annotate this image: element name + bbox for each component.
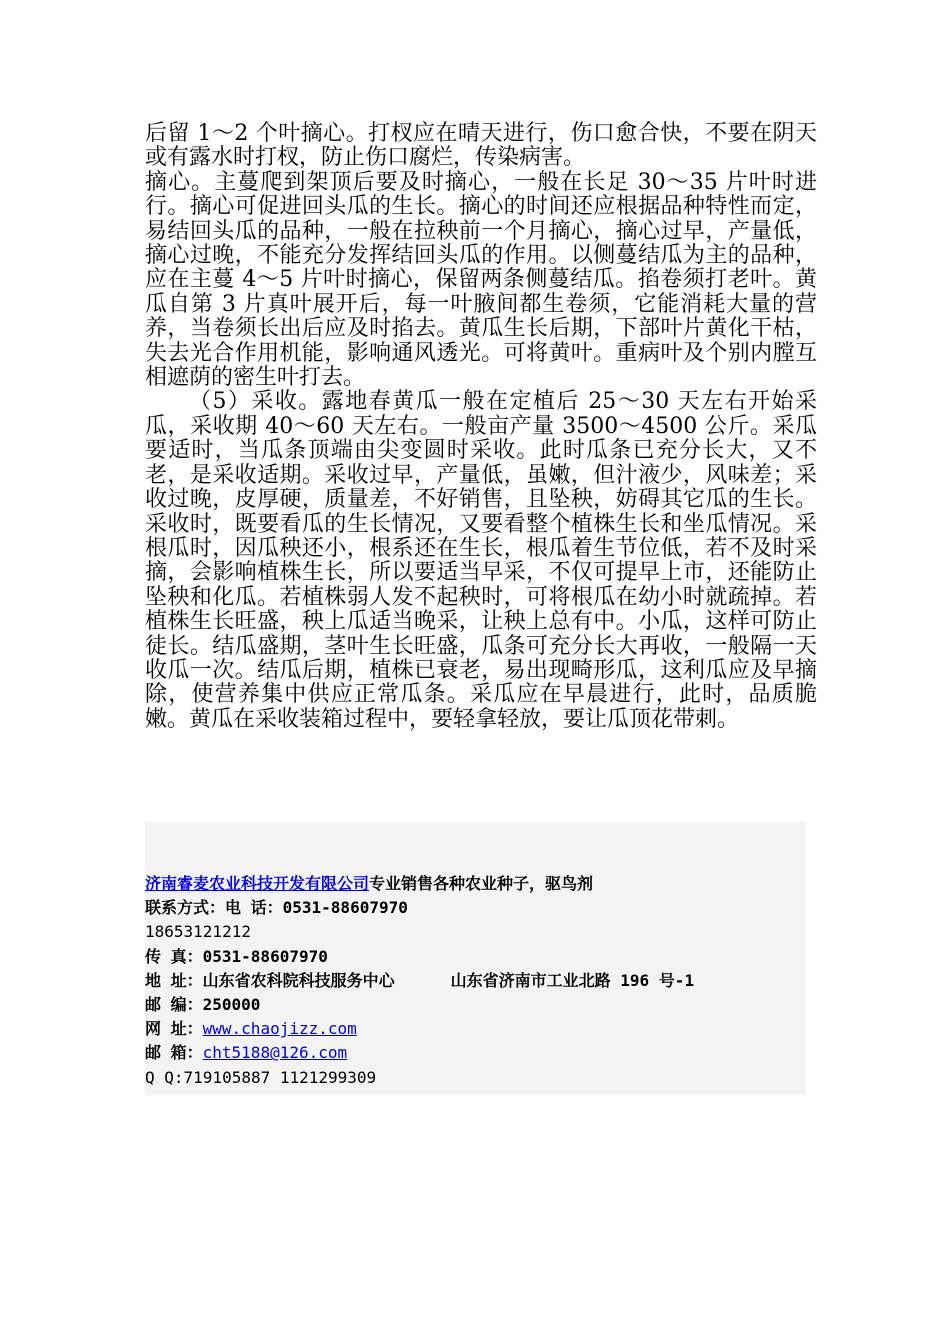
email-label: 邮 箱：	[145, 1043, 203, 1063]
address-secondary: 山东省济南市工业北路 196 号-1	[450, 970, 695, 990]
address-primary: 地 址：山东省农科院科技服务中心	[145, 970, 395, 990]
qq-line: Q Q:719105887 1121299309	[145, 1067, 377, 1087]
company-line	[145, 872, 806, 896]
fax-line: 传 真：0531-88607970	[145, 946, 328, 966]
paragraph-pruning: 后留 1～2 个叶摘心。打杈应在晴天进行，伤口愈合快，不要在阴天或有露水时打杈，防止伤口腐烂，传染病害。	[145, 121, 817, 171]
mobile-line: 18653121212	[145, 922, 251, 942]
postcode-line: 邮 编：250000	[145, 994, 261, 1014]
contact-info	[145, 872, 806, 1090]
website-link[interactable]: www.chaojizz.com	[202, 1019, 357, 1039]
website-label: 网 址：	[145, 1019, 203, 1039]
paragraph-harvest: （5）采收。露地春黄瓜一般在定植后 25～30 天左右开始采瓜，采收期 40～60 天左右。一般亩产量 3500～4500 公斤。采瓜要适时，当瓜条顶端由尖变圆时采收。此时瓜条已充分长大，又不老，是采收适期。采收过早，产量低，虽嫩，但汁液少，风味差；采收过晚，皮厚硬，质量差，不好销售，且坠秧，妨碍其它瓜的生长。采收时，既要看瓜的生长情况，又要看整个植株生长和坐瓜情况。采根瓜时，因瓜秧还小，根系还在生长，根瓜着生节位低，若不及时采摘，会影响植株生长，所以要适当早采，不仅可提早上市，还能防止坠秧和化瓜。若植株弱人发不起秧时，可将根瓜在幼小时就疏掉。若植株生长旺盛，秧上瓜适当晚采，让秧上总有中。小瓜，这样可防止徒长。结瓜盛期，茎叶生长旺盛，瓜条可充分长大再收，一般隔一天收瓜一次。结瓜后期，植株已衰老，易出现畸形瓜，这利瓜应及早摘除，使营养集中供应正常瓜条。采瓜应在早晨进行，此时，品质脆嫩。黄瓜在采收装箱过程中，要轻拿轻放，要让瓜顶花带刺。	[145, 389, 817, 732]
address-line	[145, 969, 806, 993]
company-description: 专业销售各种农业种子，驱鸟剂	[369, 874, 594, 893]
email-line	[145, 1041, 806, 1065]
paragraph-topping: 摘心。主蔓爬到架顶后要及时摘心，一般在长足 30～35 片叶时进行。摘心可促进回头瓜的生长。摘心的时间还应根据品种特性而定，易结回头瓜的品种，一般在拉秧前一个月摘心，摘心过早，产量低，摘心过晚，不能充分发挥结回头瓜的作用。以侧蔓结瓜为主的品种，应在主蔓 4～5 片叶时摘心，保留两条侧蔓结瓜。掐卷须打老叶。黄瓜自第 3 片真叶展开后，每一叶腋间都生卷须，它能消耗大量的营养，当卷须长出后应及时掐去。黄瓜生长后期，下部叶片黄化干枯，失去光合作用机能，影响通风透光。可将黄叶。重病叶及个别内膛互相遮荫的密生叶打去。	[145, 169, 817, 391]
company-link[interactable]: 济南睿麦农业科技开发有限公司	[145, 874, 370, 893]
article-body	[145, 122, 817, 732]
phone-line: 联系方式：电 话：0531-88607970	[145, 898, 408, 918]
email-link[interactable]: cht5188@126.com	[202, 1043, 348, 1063]
website-line	[145, 1017, 806, 1041]
